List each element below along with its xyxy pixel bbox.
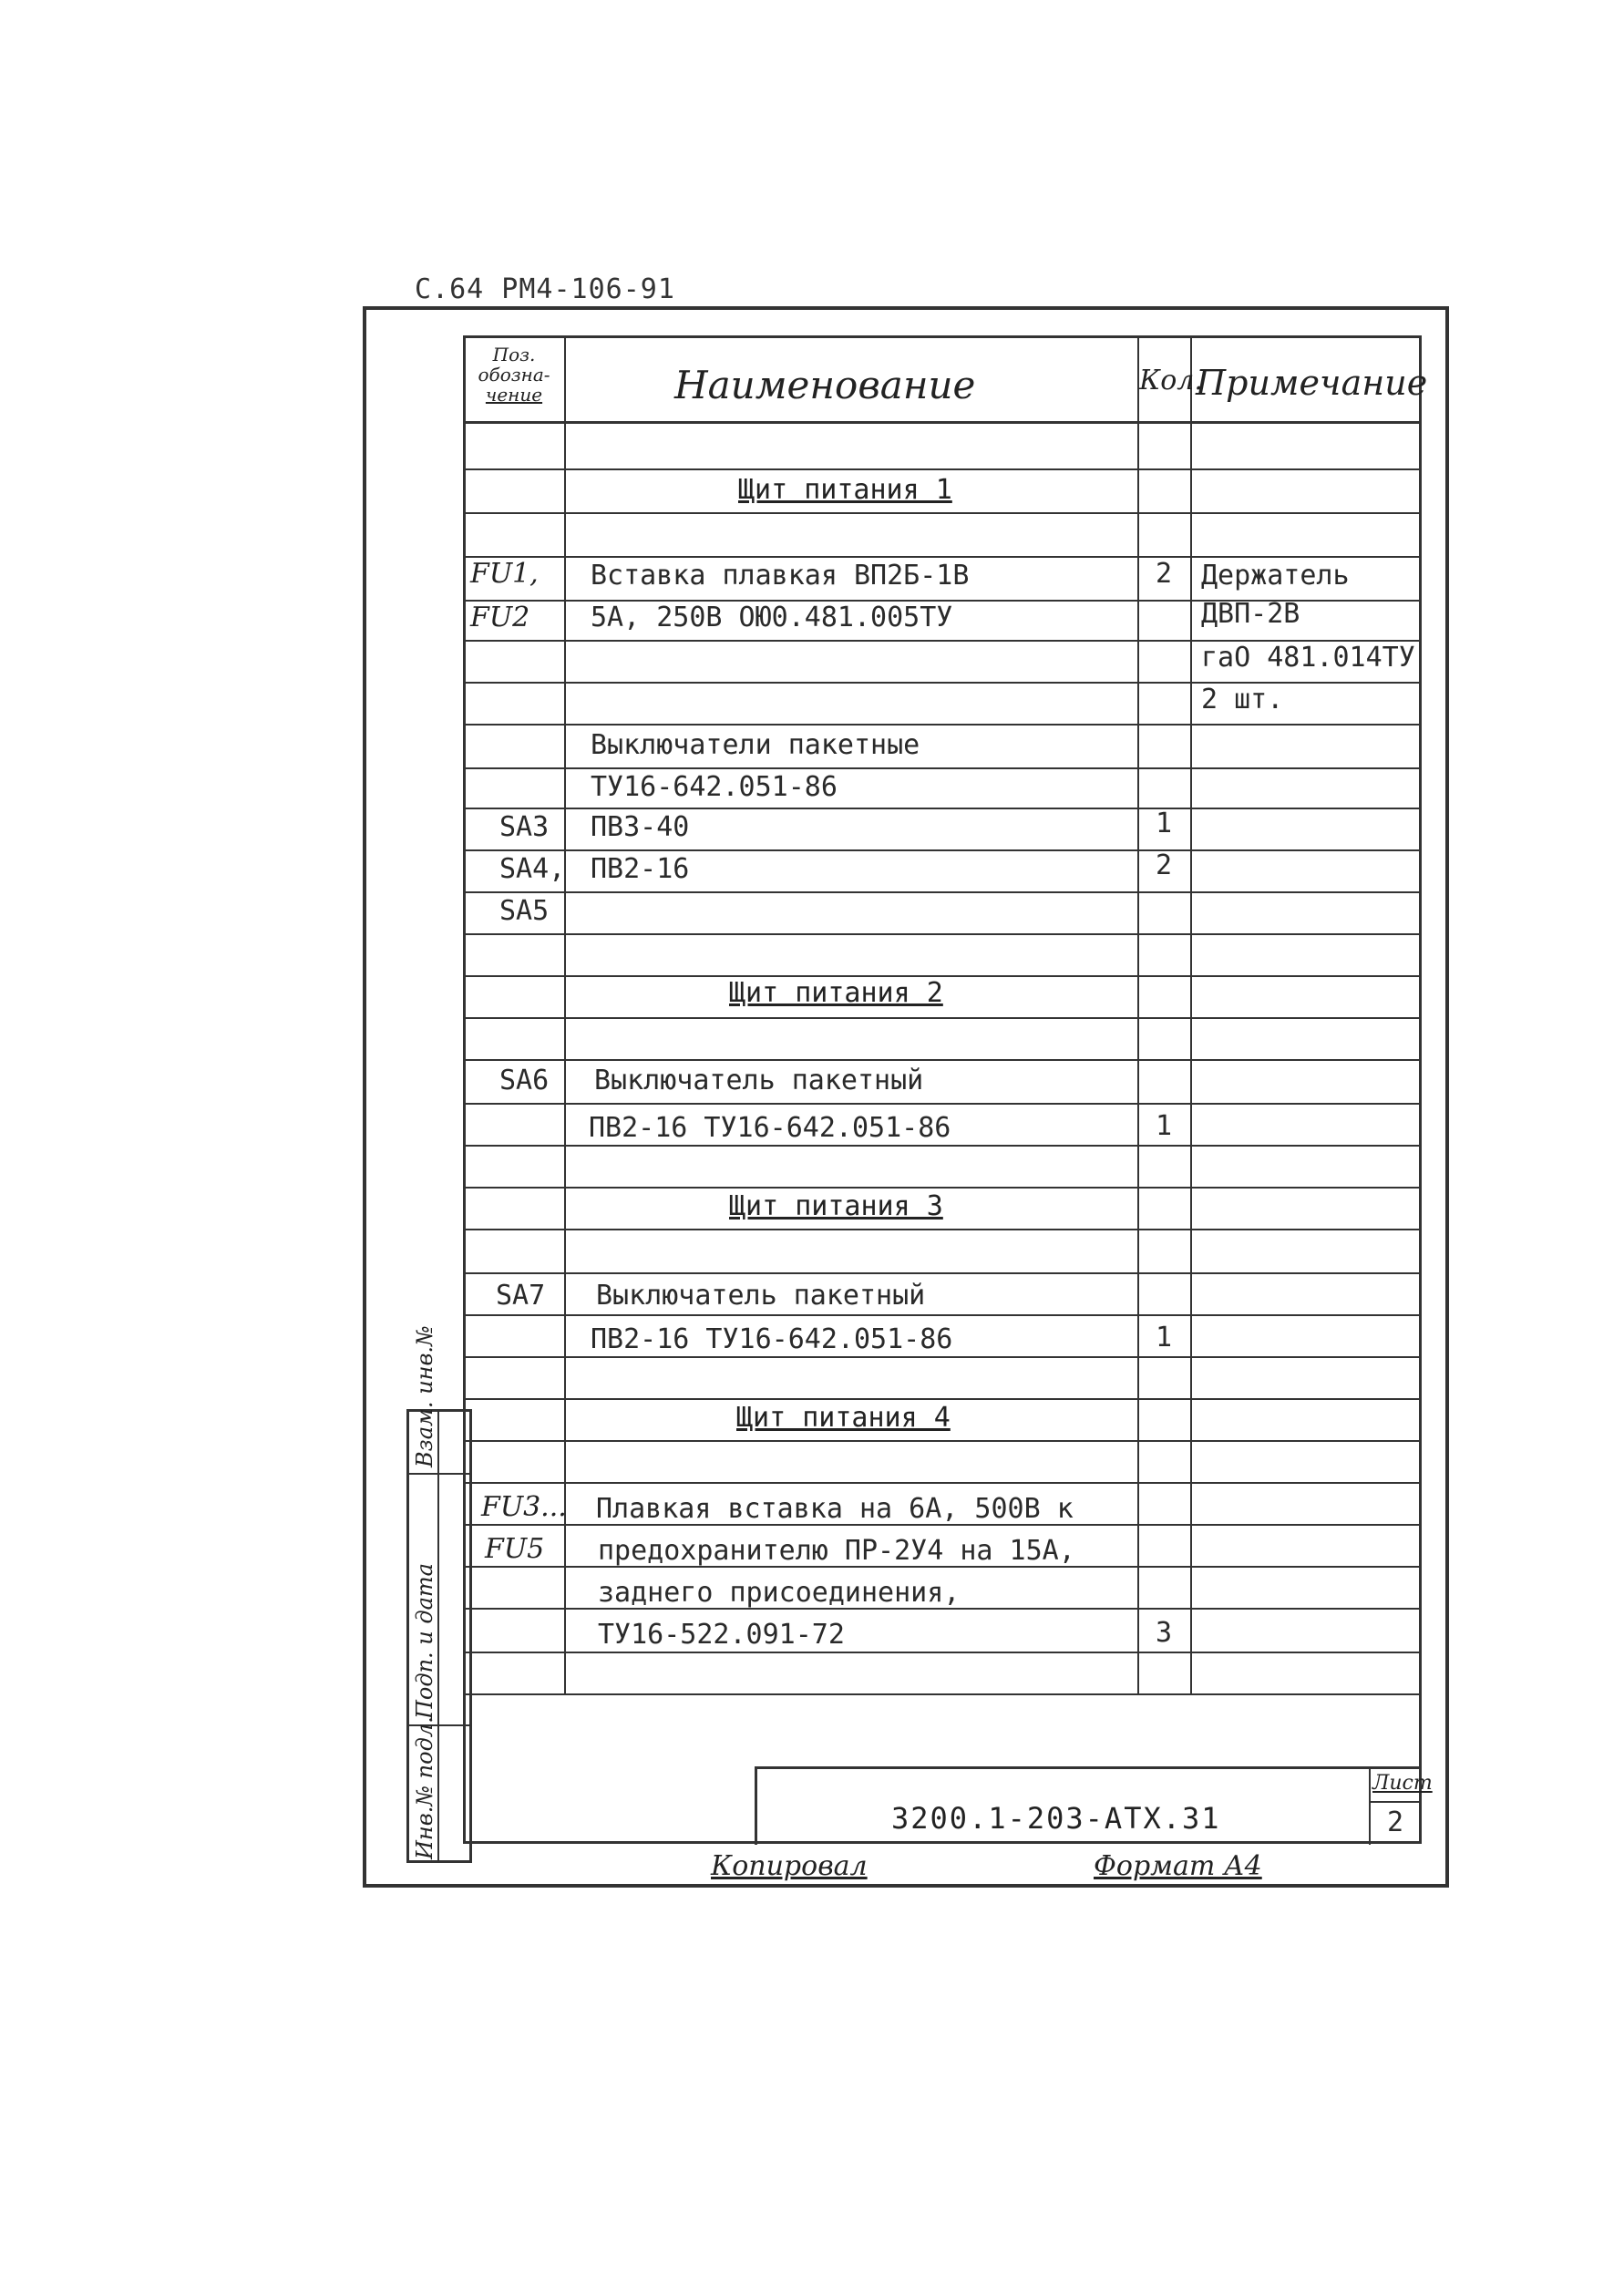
row-line	[463, 933, 1422, 935]
qty-cell: 1	[1156, 1110, 1173, 1142]
qty-cell: 3	[1156, 1617, 1173, 1649]
side-stamp-rule	[406, 1473, 472, 1475]
row-line	[463, 808, 1422, 809]
pos-cell: FU1,	[470, 558, 539, 590]
name-cell: ПВ2-16 ТУ16-642.051-86	[589, 1112, 951, 1144]
col-line-2	[1137, 337, 1139, 1695]
page-header: С.64 РМ4-106-91	[415, 273, 675, 305]
header-pos-line: обозна-	[478, 364, 550, 386]
header-name: Наименование	[674, 363, 976, 407]
name-cell: Плавкая вставка на 6А, 500В к	[596, 1493, 1074, 1525]
pos-cell: FU2	[470, 602, 530, 633]
title-block-top	[755, 1766, 1422, 1769]
note-cell: Держатель	[1201, 560, 1350, 592]
row-line	[463, 1272, 1422, 1274]
row-line	[463, 1652, 1422, 1653]
name-cell: ПВ3-40	[591, 811, 690, 843]
sheet-label: Лист	[1372, 1772, 1433, 1795]
name-cell: Выключатель пакетный	[596, 1280, 926, 1312]
section-title: Щит питания 2	[729, 977, 943, 1009]
name-cell: заднего присоединения,	[598, 1577, 961, 1609]
name-cell: Выключатель пакетный	[594, 1065, 924, 1096]
row-line	[463, 724, 1422, 726]
row-line	[463, 1693, 1422, 1695]
header-pos-line: чение	[485, 384, 543, 406]
header-qty: Кол.	[1139, 365, 1203, 396]
row-line	[463, 1356, 1422, 1358]
qty-cell: 1	[1156, 808, 1173, 839]
qty-cell: 2	[1156, 849, 1173, 881]
section-title: Щит питания 1	[738, 474, 952, 506]
row-line	[463, 1314, 1422, 1316]
header-rule	[463, 421, 1422, 424]
side-label-sign: Подп. и дата	[412, 1563, 437, 1719]
row-line	[463, 1440, 1422, 1442]
row-line	[463, 1103, 1422, 1105]
name-cell: ТУ16-522.091-72	[598, 1619, 845, 1651]
row-line	[463, 767, 1422, 769]
row-line	[463, 1187, 1422, 1189]
qty-cell: 1	[1156, 1322, 1173, 1353]
title-block-bottom	[463, 1841, 1422, 1844]
pos-cell: SA3	[499, 811, 550, 843]
sheet-number: 2	[1387, 1806, 1404, 1838]
title-block-sheet-rule	[1369, 1801, 1422, 1803]
side-label-replace: Взам. инв.№	[412, 1325, 437, 1467]
note-cell: гаО 481.014ТУ	[1201, 642, 1415, 674]
name-cell: предохранителю ПР-2У4 на 15А,	[598, 1535, 1075, 1567]
pos-cell: FU5	[485, 1533, 545, 1565]
name-cell: ПВ2-16 ТУ16-642.051-86	[591, 1323, 953, 1355]
row-line	[463, 1482, 1422, 1484]
row-line	[463, 1145, 1422, 1147]
row-line	[463, 1398, 1422, 1400]
title-block-left	[755, 1766, 757, 1845]
side-label-inv: Инв.№ подл.	[412, 1716, 437, 1859]
qty-cell: 2	[1156, 558, 1173, 590]
row-line	[463, 1059, 1422, 1061]
name-cell: 5А, 250В ОЮ0.481.005ТУ	[591, 602, 953, 633]
row-line	[463, 1017, 1422, 1019]
row-line	[463, 1229, 1422, 1230]
header-note: Примечание	[1196, 363, 1428, 403]
name-cell: Вставка плавкая ВП2Б-1В	[591, 560, 970, 592]
pos-cell: FU3...	[481, 1491, 567, 1523]
section-title: Щит питания 3	[729, 1190, 943, 1222]
row-line	[463, 556, 1422, 558]
header-pos	[467, 345, 561, 405]
title-block-sheet-divider	[1369, 1766, 1371, 1845]
pos-cell: SA6	[499, 1065, 550, 1096]
document-code: 3200.1-203-АТХ.31	[891, 1801, 1221, 1836]
name-cell: Выключатели пакетные	[591, 729, 920, 761]
name-cell: ТУ16-642.051-86	[591, 771, 838, 803]
pos-cell: SA7	[496, 1280, 546, 1312]
name-cell: ПВ2-16	[591, 853, 690, 885]
section-title: Щит питания 4	[736, 1402, 951, 1434]
row-line	[463, 468, 1422, 470]
pos-cell: SA5	[499, 895, 550, 927]
copied-label: Копировал	[711, 1850, 868, 1882]
row-line	[463, 512, 1422, 514]
format-label: Формат А4	[1094, 1850, 1262, 1882]
side-stamp-divider	[437, 1409, 439, 1863]
header-pos-line: Поз.	[492, 344, 536, 365]
pos-cell: SA4,	[499, 853, 566, 885]
note-cell: ДВП-2В	[1201, 598, 1300, 630]
note-cell: 2 шт.	[1201, 684, 1284, 715]
col-line-3	[1190, 337, 1192, 1695]
row-line	[463, 849, 1422, 851]
row-line	[463, 891, 1422, 893]
